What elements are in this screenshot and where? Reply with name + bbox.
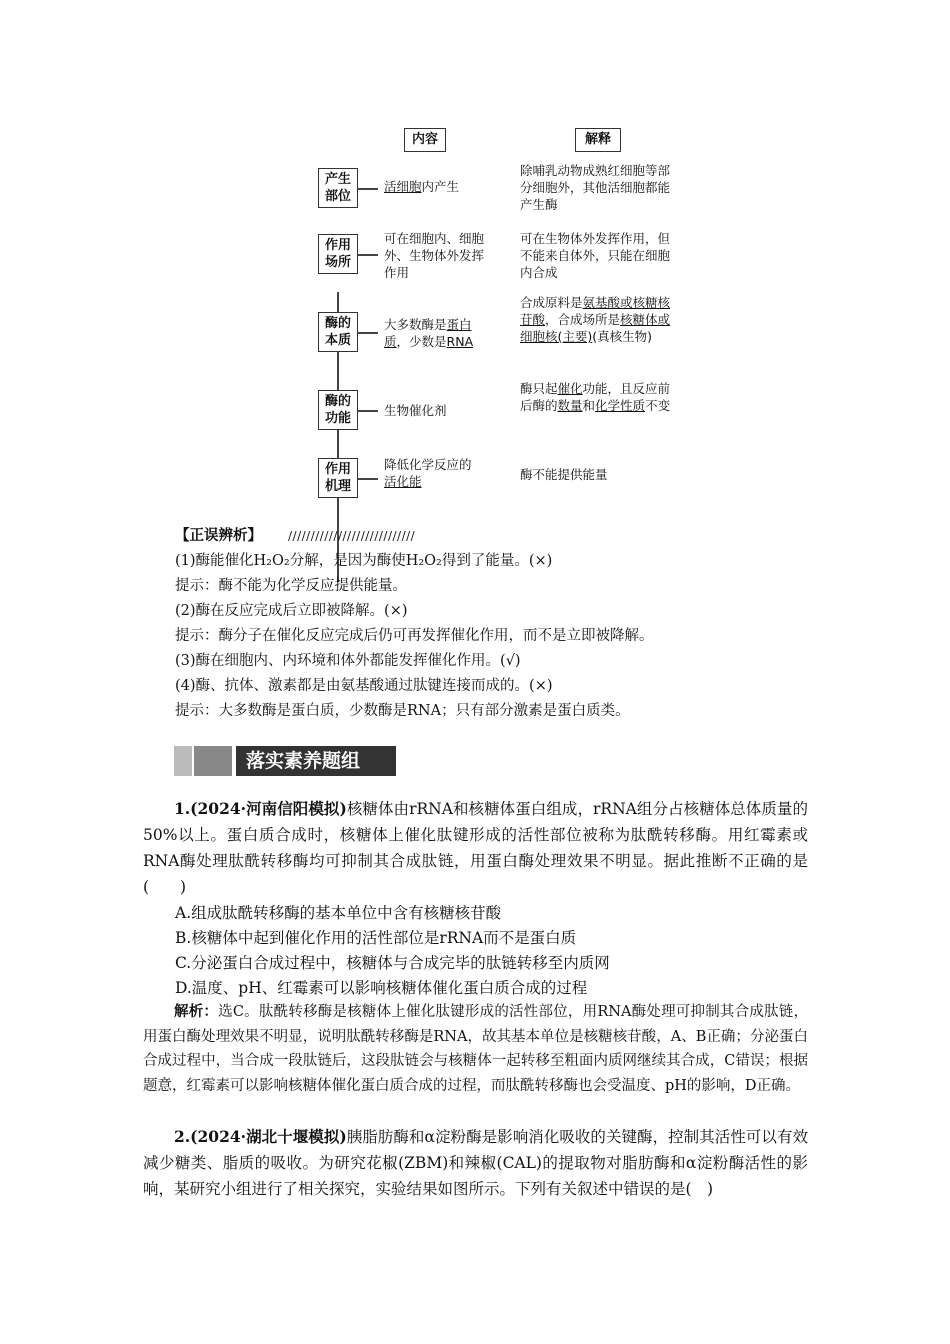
row5-content: 降低化学反应的 活化能 xyxy=(384,457,472,489)
question-2-stem: 2.(2024·湖北十堰模拟)胰脂肪酶和α淀粉酶是影响消化吸收的关键酶，控制其活性可以有效减少糖类、脂质的吸收。为研究花椒(ZBM)和辣椒(CAL)的提取物对脂肪酶和α淀粉酶活性的影响，某研究小组进行了相关探究，实验结果如图所示。下列有关叙述中错误的是( ) xyxy=(143,1127,808,1198)
row4-explain: 酶只起催化功能，且反应前后酶的数量和化学性质不变 xyxy=(520,381,671,413)
box-enzyme-nature: 酶的 本质 xyxy=(318,312,358,352)
row1-content: 活细胞内产生 xyxy=(384,179,460,194)
judge-line: 提示：大多数酶是蛋白质，少数酶是RNA；只有部分激素是蛋白质类。 xyxy=(175,703,630,719)
option-a: A.组成肽酰转移酶的基本单位中含有核糖核苷酸 xyxy=(175,904,502,922)
option-d: D.温度、pH、红霉素可以影响核糖体催化蛋白质合成的过程 xyxy=(175,979,588,997)
judge-line: (3)酶在细胞内、内环境和体外都能发挥催化作用。(√) xyxy=(175,653,521,669)
section-title: 落实素养题组 xyxy=(236,746,396,776)
judge-line: 提示：酶分子在催化反应完成后仍可再发挥催化作用，而不是立即被降解。 xyxy=(175,628,654,644)
header-explain: 解释 xyxy=(575,128,621,152)
question-1-stem: 1.(2024·河南信阳模拟)核糖体由rRNA和核糖体蛋白组成，rRNA组分占核糖体总体质量的50%以上。蛋白质合成时，核糖体上催化肽键形成的活性部位被称为肽酰转移酶。用红霉素或RNA酶处理肽酰转移酶均可抑制其合成肽链，用蛋白酶处理效果不明显。据此推断不正确的是( ) xyxy=(143,799,808,896)
judge-title: 【正误辨析】 xyxy=(175,527,262,544)
judge-slashes: //////////////////////////// xyxy=(288,529,416,543)
option-c: C.分泌蛋白合成过程中，核糖体与合成完毕的肽链转移至内质网 xyxy=(175,954,610,972)
row3-content: 大多数酶是蛋白质，少数是RNA xyxy=(384,317,474,349)
row3-explain: 合成原料是氨基酸或核糖核苷酸，合成场所是核糖体或细胞核(主要)(真核生物) xyxy=(520,295,671,344)
box-mechanism: 作用 机理 xyxy=(318,458,358,498)
row2-explain: 可在生物体外发挥作用，但不能来自体外，只能在细胞内合成 xyxy=(520,231,671,280)
row4-content: 生物催化剂 xyxy=(384,403,447,418)
enzyme-concept-diagram xyxy=(300,120,700,500)
judge-line: (4)酶、抗体、激素都是由氨基酸通过肽键连接而成的。(×) xyxy=(175,678,553,694)
row5-explain: 酶不能提供能量 xyxy=(520,467,608,482)
option-b: B.核糖体中起到催化作用的活性部位是rRNA而不是蛋白质 xyxy=(175,929,577,947)
row1-explain: 除哺乳动物成熟红细胞等部分细胞外，其他活细胞都能产生酶 xyxy=(520,163,671,212)
box-action-site: 作用 场所 xyxy=(318,234,358,274)
judge-line: 提示：酶不能为化学反应提供能量。 xyxy=(175,578,407,594)
row2-content: 可在细胞内、细胞外、生物体外发挥作用 xyxy=(384,231,485,280)
question-1-analysis: 解析：选C。肽酰转移酶是核糖体上催化肽键形成的活性部位，用RNA酶处理可抑制其合成肽链，用蛋白酶处理效果不明显，说明肽酰转移酶是RNA，故其基本单位是核糖核苷酸，A、B正确；分泌蛋白合成过程中，当合成一段肽链后，这段肽链会与核糖体一起转移至粗面内质网继续其合成，C错误；根据题意，红霉素可以影响核糖体催化蛋白质合成的过程，而肽酰转移酶也会受温度、pH的影响，D正确。 xyxy=(143,1003,809,1094)
judge-line: (1)酶能催化H₂O₂分解，是因为酶使H₂O₂得到了能量。(×) xyxy=(175,553,553,569)
header-content: 内容 xyxy=(404,128,446,152)
box-enzyme-function: 酶的 功能 xyxy=(318,390,358,430)
box-production-site: 产生 部位 xyxy=(318,168,358,208)
judge-line: (2)酶在反应完成后立即被降解。(×) xyxy=(175,603,408,619)
